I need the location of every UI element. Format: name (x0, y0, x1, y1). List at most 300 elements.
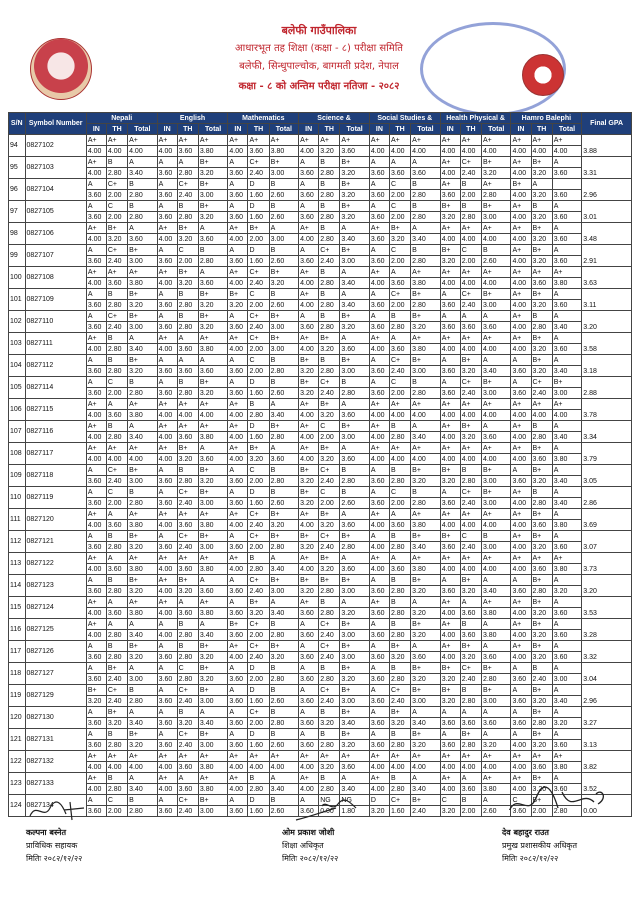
grade-point-cell: 4.00 (228, 410, 248, 421)
grade-cell: A (531, 179, 552, 190)
grade-point-cell: 4.00 (481, 520, 511, 531)
grade-cell: C+ (177, 795, 198, 806)
row-final-gpa: 2.86 (582, 487, 632, 509)
table-row-points (9, 146, 632, 157)
grade-cell: B (269, 465, 298, 476)
grade-point-cell: 4.00 (86, 630, 106, 641)
row-final-gpa: 3.52 (582, 773, 632, 795)
grade-point-cell: 3.60 (86, 212, 106, 223)
grade-cell: B (128, 685, 158, 696)
grade-point-cell: 3.60 (552, 630, 582, 641)
grade-point-cell: 2.80 (340, 476, 370, 487)
grade-cell: B+ (552, 377, 582, 388)
grade-cell: A+ (460, 553, 481, 564)
grade-point-cell: 3.60 (86, 300, 106, 311)
grade-point-cell: 2.80 (319, 740, 340, 751)
grade-cell: B+ (248, 443, 269, 454)
subheader-th: TH (106, 124, 127, 135)
grade-point-cell: 2.00 (248, 300, 269, 311)
row-final-gpa: 2.88 (582, 377, 632, 399)
grade-cell: C+ (177, 487, 198, 498)
row-symbol-number: 0827118 (25, 465, 86, 487)
grade-cell: C+ (106, 311, 127, 322)
grade-cell: D (248, 663, 269, 674)
grade-point-cell: 3.60 (340, 146, 370, 157)
table-row-points (9, 674, 632, 685)
subheader-th: TH (177, 124, 198, 135)
grade-cell: A+ (269, 751, 298, 762)
grade-point-cell: 2.80 (389, 432, 410, 443)
grade-cell: B+ (198, 201, 228, 212)
grade-point-cell: 4.00 (369, 344, 389, 355)
grade-cell: A (106, 597, 127, 608)
row-sn: 121 (9, 729, 26, 751)
grade-point-cell: 3.60 (440, 542, 460, 553)
grade-point-cell: 2.00 (248, 542, 269, 553)
grade-point-cell: 2.80 (269, 630, 298, 641)
grade-cell: A+ (299, 223, 319, 234)
grade-point-cell: 2.60 (269, 740, 298, 751)
grade-point-cell: 4.00 (511, 740, 531, 751)
grade-point-cell: 3.80 (552, 454, 582, 465)
grade-cell: A+ (481, 751, 511, 762)
grade-cell: B+ (340, 685, 370, 696)
grade-point-cell: 2.80 (177, 652, 198, 663)
grade-cell: A+ (511, 201, 531, 212)
grade-cell: D (248, 245, 269, 256)
table-row-points (9, 718, 632, 729)
grade-cell: A+ (411, 267, 441, 278)
grade-point-cell: 3.20 (531, 784, 552, 795)
grade-cell: A+ (86, 619, 106, 630)
grade-point-cell: 2.80 (248, 410, 269, 421)
grade-point-cell: 3.60 (228, 190, 248, 201)
grade-cell: A+ (228, 751, 248, 762)
grade-point-cell: 4.00 (511, 784, 531, 795)
table-row-points (9, 696, 632, 707)
grade-cell: B+ (440, 685, 460, 696)
grade-point-cell: 4.00 (440, 410, 460, 421)
grade-point-cell: 3.80 (198, 608, 228, 619)
grade-cell: B+ (531, 443, 552, 454)
grade-point-cell: 3.00 (198, 696, 228, 707)
grade-point-cell: 4.00 (511, 498, 531, 509)
grade-point-cell: 3.60 (369, 498, 389, 509)
grade-point-cell: 4.00 (299, 784, 319, 795)
grade-cell: A (440, 575, 460, 586)
grade-cell: B+ (198, 465, 228, 476)
row-final-gpa: 3.20 (582, 575, 632, 597)
grade-cell: A (369, 311, 389, 322)
signatory-role-2: शिक्षा अधिकृत (282, 841, 324, 850)
grade-point-cell: 3.60 (531, 564, 552, 575)
grade-cell: B+ (340, 355, 370, 366)
grade-cell: C (106, 795, 127, 806)
grade-cell: A (86, 641, 106, 652)
grade-point-cell: 3.60 (228, 212, 248, 223)
row-final-gpa: 0.00 (582, 795, 632, 817)
grade-cell: A (552, 531, 582, 542)
grade-cell: A+ (440, 179, 460, 190)
signature-block-3 (502, 800, 577, 865)
table-row (9, 289, 632, 300)
grade-point-cell: 4.00 (511, 542, 531, 553)
grade-point-cell: 4.00 (411, 146, 441, 157)
grade-cell: A (157, 531, 177, 542)
grade-cell: B+ (269, 421, 298, 432)
grade-cell: B+ (198, 795, 228, 806)
grade-point-cell: 2.40 (460, 498, 481, 509)
table-row (9, 399, 632, 410)
grade-point-cell: 2.80 (552, 806, 582, 817)
row-final-gpa: 3.79 (582, 443, 632, 465)
grade-point-cell: 4.00 (460, 762, 481, 773)
row-sn: 115 (9, 597, 26, 619)
row-symbol-number: 0827122 (25, 553, 86, 575)
grade-point-cell: 3.20 (411, 674, 441, 685)
grade-point-cell: 3.00 (340, 366, 370, 377)
grade-cell: A+ (369, 267, 389, 278)
grade-cell: A+ (157, 135, 177, 146)
grade-point-cell: 2.80 (106, 432, 127, 443)
grade-cell: B (128, 179, 158, 190)
grade-cell: B+ (460, 641, 481, 652)
row-final-gpa: 2.96 (582, 685, 632, 707)
grade-cell: A+ (128, 135, 158, 146)
grade-cell: C+ (460, 157, 481, 168)
grade-cell: A (86, 575, 106, 586)
grade-cell: C+ (389, 685, 410, 696)
grade-cell: A+ (460, 223, 481, 234)
grade-point-cell: 2.00 (389, 388, 410, 399)
grade-point-cell: 3.20 (440, 696, 460, 707)
grade-cell: A+ (157, 597, 177, 608)
grade-point-cell: 4.00 (369, 432, 389, 443)
grade-cell: B+ (269, 267, 298, 278)
table-row-points (9, 168, 632, 179)
grade-cell: A (198, 267, 228, 278)
grade-point-cell: 3.60 (299, 212, 319, 223)
grade-point-cell: 4.00 (440, 454, 460, 465)
grade-cell: A+ (198, 421, 228, 432)
grade-cell: A (411, 421, 441, 432)
grade-cell: A+ (177, 135, 198, 146)
grade-point-cell: 4.00 (157, 344, 177, 355)
grade-point-cell: 3.60 (299, 674, 319, 685)
grade-point-cell: 4.00 (228, 784, 248, 795)
column-header-english: English (157, 113, 228, 124)
grade-cell: A (552, 773, 582, 784)
grade-cell: A (411, 597, 441, 608)
grade-point-cell: 3.60 (86, 476, 106, 487)
grade-cell: B (531, 311, 552, 322)
grade-cell: A+ (511, 157, 531, 168)
grade-cell: B (248, 399, 269, 410)
grade-point-cell: 2.80 (177, 212, 198, 223)
grade-cell: A+ (299, 553, 319, 564)
grade-cell: A (369, 619, 389, 630)
grade-cell: A+ (440, 751, 460, 762)
grade-cell: A (157, 729, 177, 740)
grade-cell: C+ (319, 465, 340, 476)
grade-cell: A+ (440, 421, 460, 432)
grade-point-cell: 3.40 (411, 234, 441, 245)
grade-cell: C+ (389, 795, 410, 806)
grade-point-cell: 4.00 (299, 278, 319, 289)
grade-cell: B+ (531, 707, 552, 718)
row-sn: 95 (9, 157, 26, 179)
table-row (9, 179, 632, 190)
grade-cell: B+ (128, 641, 158, 652)
grade-point-cell: 3.20 (299, 542, 319, 553)
row-final-gpa: 3.58 (582, 333, 632, 355)
grade-cell: A+ (248, 751, 269, 762)
grade-point-cell: 2.60 (269, 256, 298, 267)
grade-cell: A+ (228, 333, 248, 344)
grade-point-cell: 3.60 (552, 234, 582, 245)
grade-point-cell: 3.20 (319, 718, 340, 729)
grade-point-cell: 2.80 (177, 476, 198, 487)
grade-point-cell: 3.20 (340, 740, 370, 751)
grade-cell: B (128, 487, 158, 498)
grade-point-cell: 2.80 (106, 740, 127, 751)
grade-cell: C+ (460, 289, 481, 300)
grade-cell: B+ (319, 553, 340, 564)
grade-point-cell: 4.00 (128, 762, 158, 773)
grade-cell: B (319, 355, 340, 366)
grade-point-cell: 3.40 (481, 366, 511, 377)
grade-point-cell: 4.00 (460, 146, 481, 157)
grade-point-cell: 3.20 (319, 146, 340, 157)
grade-point-cell: 4.00 (460, 454, 481, 465)
grade-point-cell: 3.60 (481, 652, 511, 663)
grade-point-cell: 4.00 (86, 278, 106, 289)
grade-cell: A+ (228, 641, 248, 652)
grade-point-cell: 3.60 (440, 388, 460, 399)
grade-cell: A+ (269, 135, 298, 146)
grade-cell: B (319, 157, 340, 168)
grade-cell: A (369, 157, 389, 168)
grade-point-cell: 3.20 (340, 190, 370, 201)
grade-cell: C+ (319, 619, 340, 630)
grade-cell: A (481, 619, 511, 630)
grade-point-cell: 4.00 (389, 762, 410, 773)
grade-cell: B+ (531, 245, 552, 256)
table-row (9, 267, 632, 278)
row-symbol-number: 0827102 (25, 135, 86, 157)
row-final-gpa: 3.88 (582, 135, 632, 157)
grade-point-cell: 3.20 (440, 806, 460, 817)
grade-cell: A+ (460, 509, 481, 520)
grade-cell: A (440, 707, 460, 718)
grade-cell: B+ (411, 355, 441, 366)
row-symbol-number: 0827119 (25, 487, 86, 509)
grade-point-cell: 2.80 (106, 344, 127, 355)
grade-point-cell: 3.60 (369, 322, 389, 333)
grade-point-cell: 3.60 (228, 542, 248, 553)
grade-point-cell: 2.80 (177, 388, 198, 399)
grade-point-cell: 3.00 (269, 586, 298, 597)
grade-cell: C (106, 377, 127, 388)
subheader-in: IN (440, 124, 460, 135)
table-row (9, 663, 632, 674)
grade-point-cell: 3.20 (319, 564, 340, 575)
grade-cell: A (552, 289, 582, 300)
row-final-gpa: 3.07 (582, 531, 632, 553)
grade-point-cell: 2.80 (460, 740, 481, 751)
grade-point-cell: 3.40 (340, 784, 370, 795)
grade-point-cell: 3.40 (481, 586, 511, 597)
grade-cell: A (389, 509, 410, 520)
grade-cell: B+ (177, 267, 198, 278)
grade-point-cell: 3.60 (369, 696, 389, 707)
grade-cell: B+ (86, 685, 106, 696)
grade-point-cell: 3.20 (198, 322, 228, 333)
grade-cell: A+ (86, 443, 106, 454)
grade-point-cell: 3.60 (228, 498, 248, 509)
table-row-points (9, 652, 632, 663)
grade-cell: A+ (460, 135, 481, 146)
grade-cell: A+ (228, 773, 248, 784)
grade-point-cell: 3.60 (299, 740, 319, 751)
signatory-name-2: ओम प्रकाश जोशी (282, 828, 335, 837)
grade-point-cell: 3.20 (198, 300, 228, 311)
grade-cell: B+ (460, 355, 481, 366)
grade-cell: A+ (460, 333, 481, 344)
grade-cell: A+ (86, 751, 106, 762)
grade-point-cell: 4.00 (198, 410, 228, 421)
grade-point-cell: 3.60 (440, 322, 460, 333)
row-symbol-number: 0827107 (25, 245, 86, 267)
grade-point-cell: 2.80 (269, 476, 298, 487)
subheader-total: Total (552, 124, 582, 135)
grade-point-cell: 3.20 (128, 652, 158, 663)
grade-cell: B+ (440, 531, 460, 542)
grade-point-cell: 4.00 (86, 344, 106, 355)
grade-point-cell: 3.40 (340, 718, 370, 729)
grade-cell: B (106, 531, 127, 542)
grade-cell: B+ (198, 311, 228, 322)
grade-point-cell: 3.20 (319, 410, 340, 421)
grade-cell: B (319, 311, 340, 322)
grade-point-cell: 3.00 (198, 190, 228, 201)
grade-point-cell: 2.40 (106, 322, 127, 333)
grade-cell: A+ (440, 509, 460, 520)
grade-point-cell: 4.00 (228, 520, 248, 531)
subheader-th: TH (248, 124, 269, 135)
grade-point-cell: 4.00 (552, 146, 582, 157)
table-row-points (9, 432, 632, 443)
grade-cell: A (228, 465, 248, 476)
grade-cell: B+ (248, 223, 269, 234)
table-row (9, 201, 632, 212)
grade-cell: B+ (411, 685, 441, 696)
table-row (9, 245, 632, 256)
grade-cell: B+ (440, 663, 460, 674)
grade-point-cell: 3.60 (552, 784, 582, 795)
grade-point-cell: 3.20 (460, 366, 481, 377)
grade-point-cell: 2.40 (319, 630, 340, 641)
table-row-points (9, 476, 632, 487)
row-final-gpa: 3.63 (582, 267, 632, 289)
grade-point-cell: 3.40 (128, 784, 158, 795)
grade-cell: B (106, 355, 127, 366)
address: बलेफी, सिन्धुपाल्चोक, बागमती प्रदेश, नेपाल (239, 61, 399, 72)
grade-point-cell: 3.60 (440, 740, 460, 751)
grade-cell: A+ (531, 399, 552, 410)
grade-cell: A (228, 795, 248, 806)
grade-point-cell: 4.00 (511, 762, 531, 773)
table-row-points (9, 388, 632, 399)
table-row (9, 707, 632, 718)
grade-cell: A (128, 707, 158, 718)
row-sn: 109 (9, 465, 26, 487)
grade-point-cell: 3.60 (440, 300, 460, 311)
grade-point-cell: 3.60 (440, 718, 460, 729)
grade-point-cell: 3.00 (481, 498, 511, 509)
grade-point-cell: 3.20 (411, 322, 441, 333)
grade-point-cell: 4.00 (228, 652, 248, 663)
grade-point-cell: 2.80 (177, 674, 198, 685)
grade-cell: C (248, 289, 269, 300)
row-symbol-number: 0827129 (25, 685, 86, 707)
grade-cell: C+ (106, 245, 127, 256)
committee-name: आधारभूत तह शिक्षा (कक्षा - ८) परीक्षा समिति (235, 43, 403, 54)
signatory-role-1: प्राविधिक सहायक (26, 841, 78, 850)
grade-cell: D (248, 487, 269, 498)
grade-cell: B+ (299, 575, 319, 586)
grade-cell: A+ (511, 751, 531, 762)
row-symbol-number: 0827134 (25, 795, 86, 817)
grade-point-cell: 2.40 (177, 190, 198, 201)
grade-point-cell: 3.80 (552, 520, 582, 531)
grade-cell: B (177, 619, 198, 630)
grade-point-cell: 2.60 (340, 498, 370, 509)
grade-point-cell: 1.60 (248, 388, 269, 399)
grade-cell: A+ (86, 267, 106, 278)
grade-point-cell: 3.60 (440, 190, 460, 201)
grade-cell: B+ (198, 377, 228, 388)
grade-cell: B+ (481, 685, 511, 696)
grade-cell: A (440, 289, 460, 300)
grade-cell: C (177, 245, 198, 256)
grade-cell: B+ (128, 289, 158, 300)
grade-point-cell: 3.20 (340, 212, 370, 223)
grade-point-cell: 2.00 (248, 476, 269, 487)
row-sn: 120 (9, 707, 26, 729)
grade-cell: A+ (481, 597, 511, 608)
grade-point-cell: 3.40 (198, 630, 228, 641)
grade-point-cell: 2.00 (531, 806, 552, 817)
grade-point-cell: 3.20 (177, 586, 198, 597)
subheader-th: TH (319, 124, 340, 135)
grade-point-cell: 3.60 (157, 674, 177, 685)
grade-point-cell: 4.00 (389, 454, 410, 465)
grade-cell: A+ (198, 135, 228, 146)
row-symbol-number: 0827121 (25, 531, 86, 553)
grade-point-cell: 3.60 (369, 608, 389, 619)
grade-cell: C (460, 531, 481, 542)
grade-cell: A+ (128, 443, 158, 454)
grade-cell: A (340, 223, 370, 234)
table-row (9, 751, 632, 762)
grade-cell: B+ (198, 487, 228, 498)
grade-cell: B+ (269, 641, 298, 652)
grade-cell: A+ (157, 333, 177, 344)
grade-cell: A+ (157, 751, 177, 762)
grade-point-cell: 1.60 (248, 498, 269, 509)
grade-cell: B+ (177, 443, 198, 454)
